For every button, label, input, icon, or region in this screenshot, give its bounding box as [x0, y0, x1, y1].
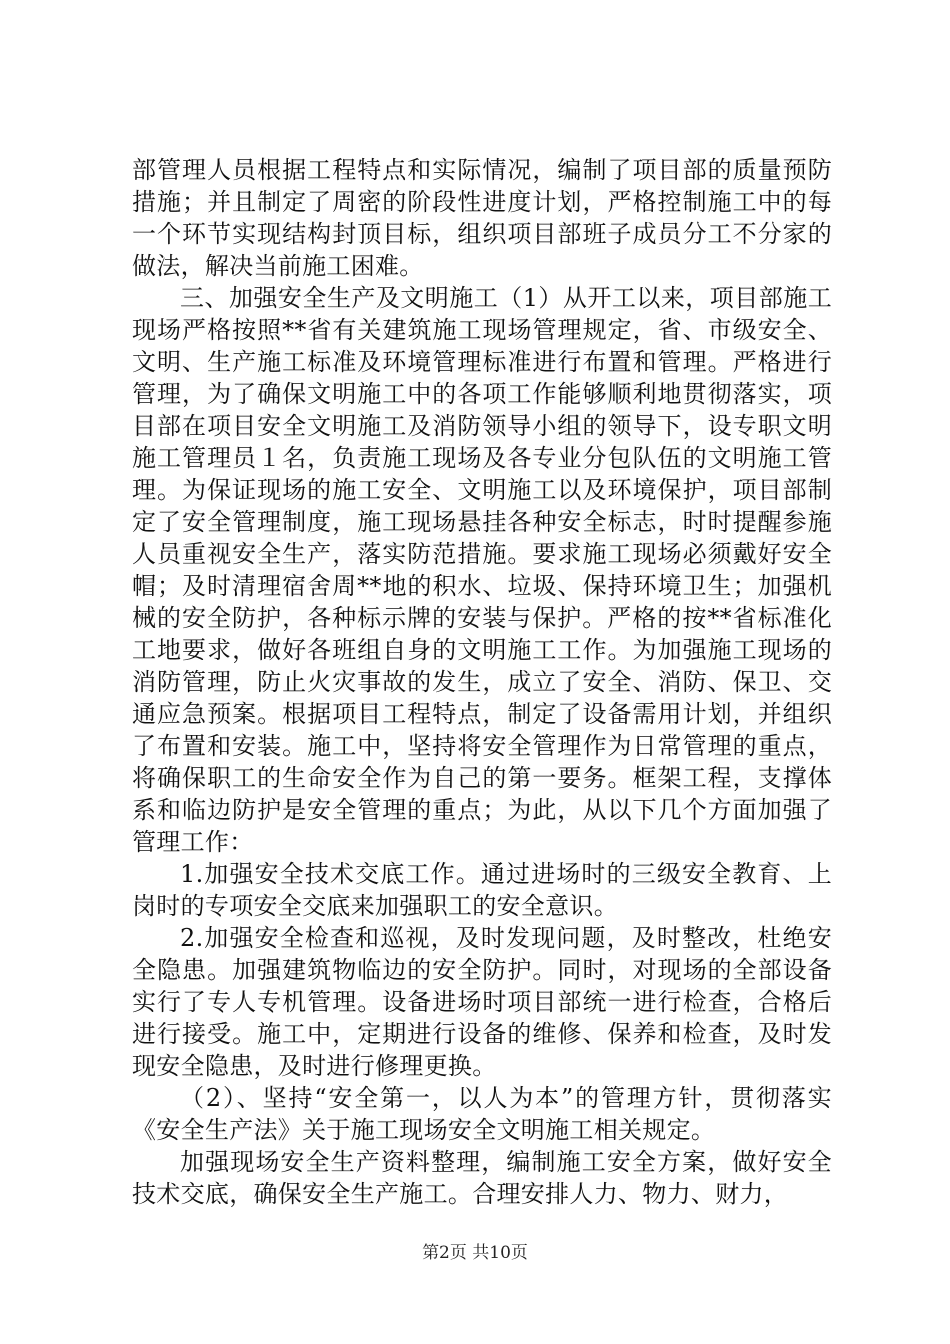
page-number-footer: 第2页 共10页: [422, 1243, 528, 1263]
document-body: [132, 154, 832, 1210]
paragraph-safety-records: 加强现场安全生产资料整理，编制施工安全方案，做好安全技术交底，确保安全生产施工。合理安排人力、物力、财力，: [132, 1148, 832, 1208]
paragraph-item-1: 1.加强安全技术交底工作。通过进场时的三级安全教育、上岗时的专项安全交底来加强职工的安全意识。: [132, 860, 832, 920]
paragraph-continuation: 部管理人员根据工程特点和实际情况，编制了项目部的质量预防措施；并且制定了周密的阶段性进度计划，严格控制施工中的每一个环节实现结构封顶目标，组织项目部班子成员分工不分家的做法，解决当前施工困难。: [132, 156, 832, 280]
paragraph-item-2: 2.加强安全检查和巡视，及时发现问题，及时整改，杜绝安全隐患。加强建筑物临边的安全防护。同时，对现场的全部设备实行了专人专机管理。设备进场时项目部统一进行检查，合格后进行接受。施工中，定期进行设备的维修、保养和检查，及时发现安全隐患，及时进行修理更换。: [132, 924, 832, 1080]
paragraph-safety-production: 三、加强安全生产及文明施工（1）从开工以来，项目部施工现场严格按照**省有关建筑施工现场管理规定，省、市级安全、文明、生产施工标准及环境管理标准进行布置和管理。严格进行管理，为了确保文明施工中的各项工作能够顺利地贯彻落实，项目部在项目安全文明施工及消防领导小组的领导下，设专职文明施工管理员１名，负责施工现场及各专业分包队伍的文明施工管理。为保证现场的施工安全、文明施工以及环境保护，项目部制定了安全管理制度，施工现场悬挂各种安全标志，时时提醒参施人员重视安全生产，落实防范措施。要求施工现场必须戴好安全帽；及时清理宿舍周**地的积水、垃圾、保持环境卫生；加强机械的安全防护，各种标示牌的安装与保护。严格的按**省标准化工地要求，做好各班组自身的文明施工工作。为加强施工现场的消防管理，防止火灾事故的发生，成立了安全、消防、保卫、交通应急预案。根据项目工程特点，制定了设备需用计划，并组织了布置和安装。施工中，坚持将安全管理作为日常管理的重点，将确保职工的生命安全作为自己的第一要务。框架工程，支撑体系和临边防护是安全管理的重点；为此，从以下几个方面加强了管理工作：: [132, 284, 832, 856]
paragraph-safety-policy: （2）、坚持“安全第一，以人为本”的管理方针，贯彻落实《安全生产法》关于施工现场安全文明施工相关规定。: [132, 1084, 832, 1144]
